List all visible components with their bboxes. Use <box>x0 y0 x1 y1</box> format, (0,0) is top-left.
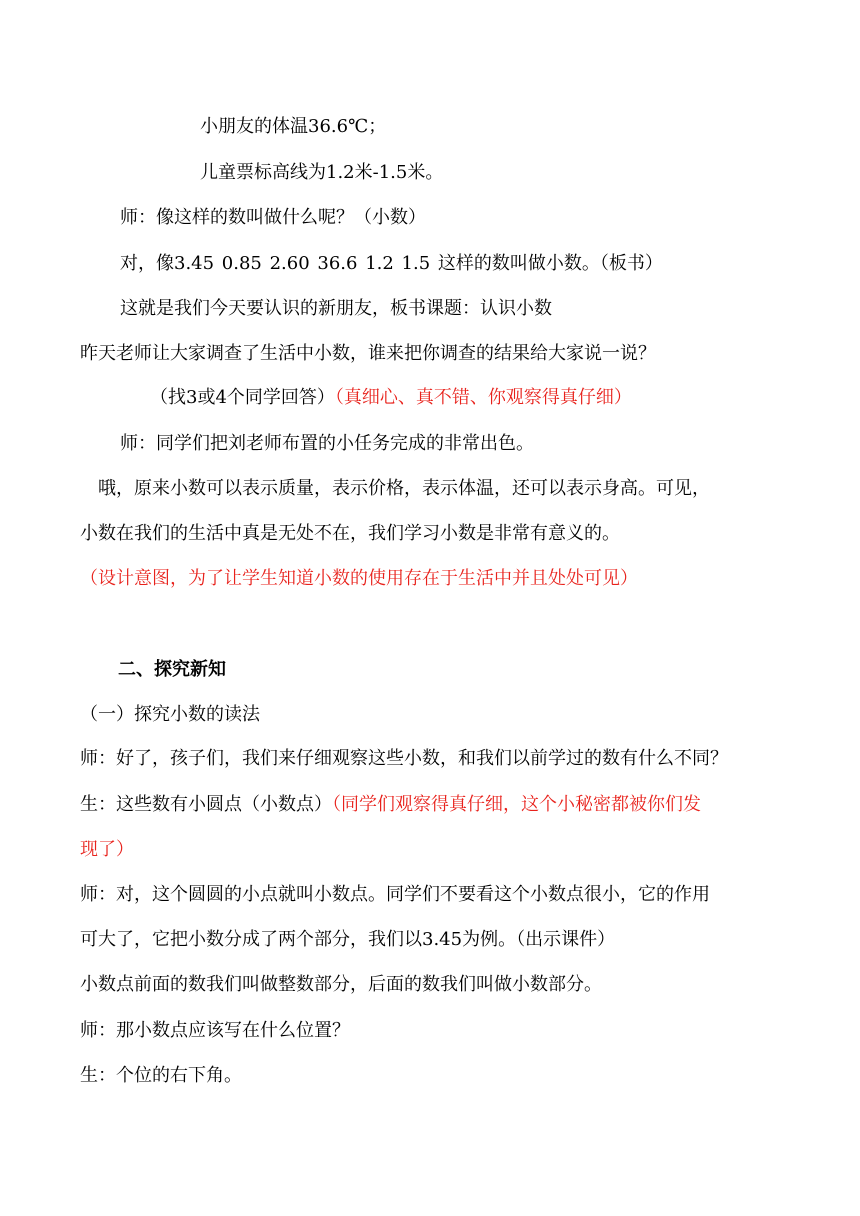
body-text-line: 师：像这样的数叫做什么呢？（小数） <box>120 207 426 228</box>
body-text-line: 师：好了，孩子们，我们来仔细观察这些小数，和我们以前学过的数有什么不同？ <box>80 748 728 769</box>
praise-note-continued: 现了） <box>80 839 134 860</box>
body-text-line: 生：个位的右下角。 <box>80 1065 242 1086</box>
body-text-line: 儿童票标高线为1.2米-1.5米。 <box>200 162 444 183</box>
student-answer: 生：这些数有小圆点（小数点） <box>80 794 332 815</box>
body-text-line: 哦，原来小数可以表示质量，表示价格，表示体温，还可以表示身高。可见， <box>98 478 710 499</box>
body-text-line: 师：同学们把刘老师布置的小任务完成的非常出色。 <box>120 433 534 454</box>
section-heading: 二、探究新知 <box>118 659 226 680</box>
body-text-line: 小朋友的体温36.6℃； <box>200 116 387 137</box>
body-text-line: 可大了，它把小数分成了两个部分，我们以3.45为例。（出示课件） <box>80 929 616 950</box>
body-text-line <box>80 792 701 818</box>
body-text-line: 小数在我们的生活中真是无处不在，我们学习小数是非常有意义的。 <box>80 523 620 544</box>
body-text-line: 对，像3.45 0.85 2.60 36.6 1.2 1.5 这样的数叫做小数。（板书） <box>120 253 663 274</box>
subsection-heading: （一）探究小数的读法 <box>80 704 260 725</box>
praise-note: （真细心、真不错、你观察得真仔细） <box>334 387 632 408</box>
instruction-note: （找3或4个同学回答） <box>150 387 335 408</box>
design-intent-note: （设计意图，为了让学生知道小数的使用存在于生活中并且处处可见） <box>80 568 638 589</box>
body-text-line: 师：那小数点应该写在什么位置？ <box>80 1020 350 1041</box>
body-text-line: 这就是我们今天要认识的新朋友，板书课题：认识小数 <box>120 298 552 319</box>
body-text-line: 师：对，这个圆圆的小点就叫小数点。同学们不要看这个小数点很小，它的作用 <box>80 884 710 905</box>
body-text-line <box>150 385 632 411</box>
body-text-line: 昨天老师让大家调查了生活中小数，谁来把你调查的结果给大家说一说？ <box>80 343 656 364</box>
praise-note: （同学们观察得真仔细，这个小秘密都被你们发 <box>332 794 701 815</box>
body-text-line: 小数点前面的数我们叫做整数部分，后面的数我们叫做小数部分。 <box>80 974 602 995</box>
